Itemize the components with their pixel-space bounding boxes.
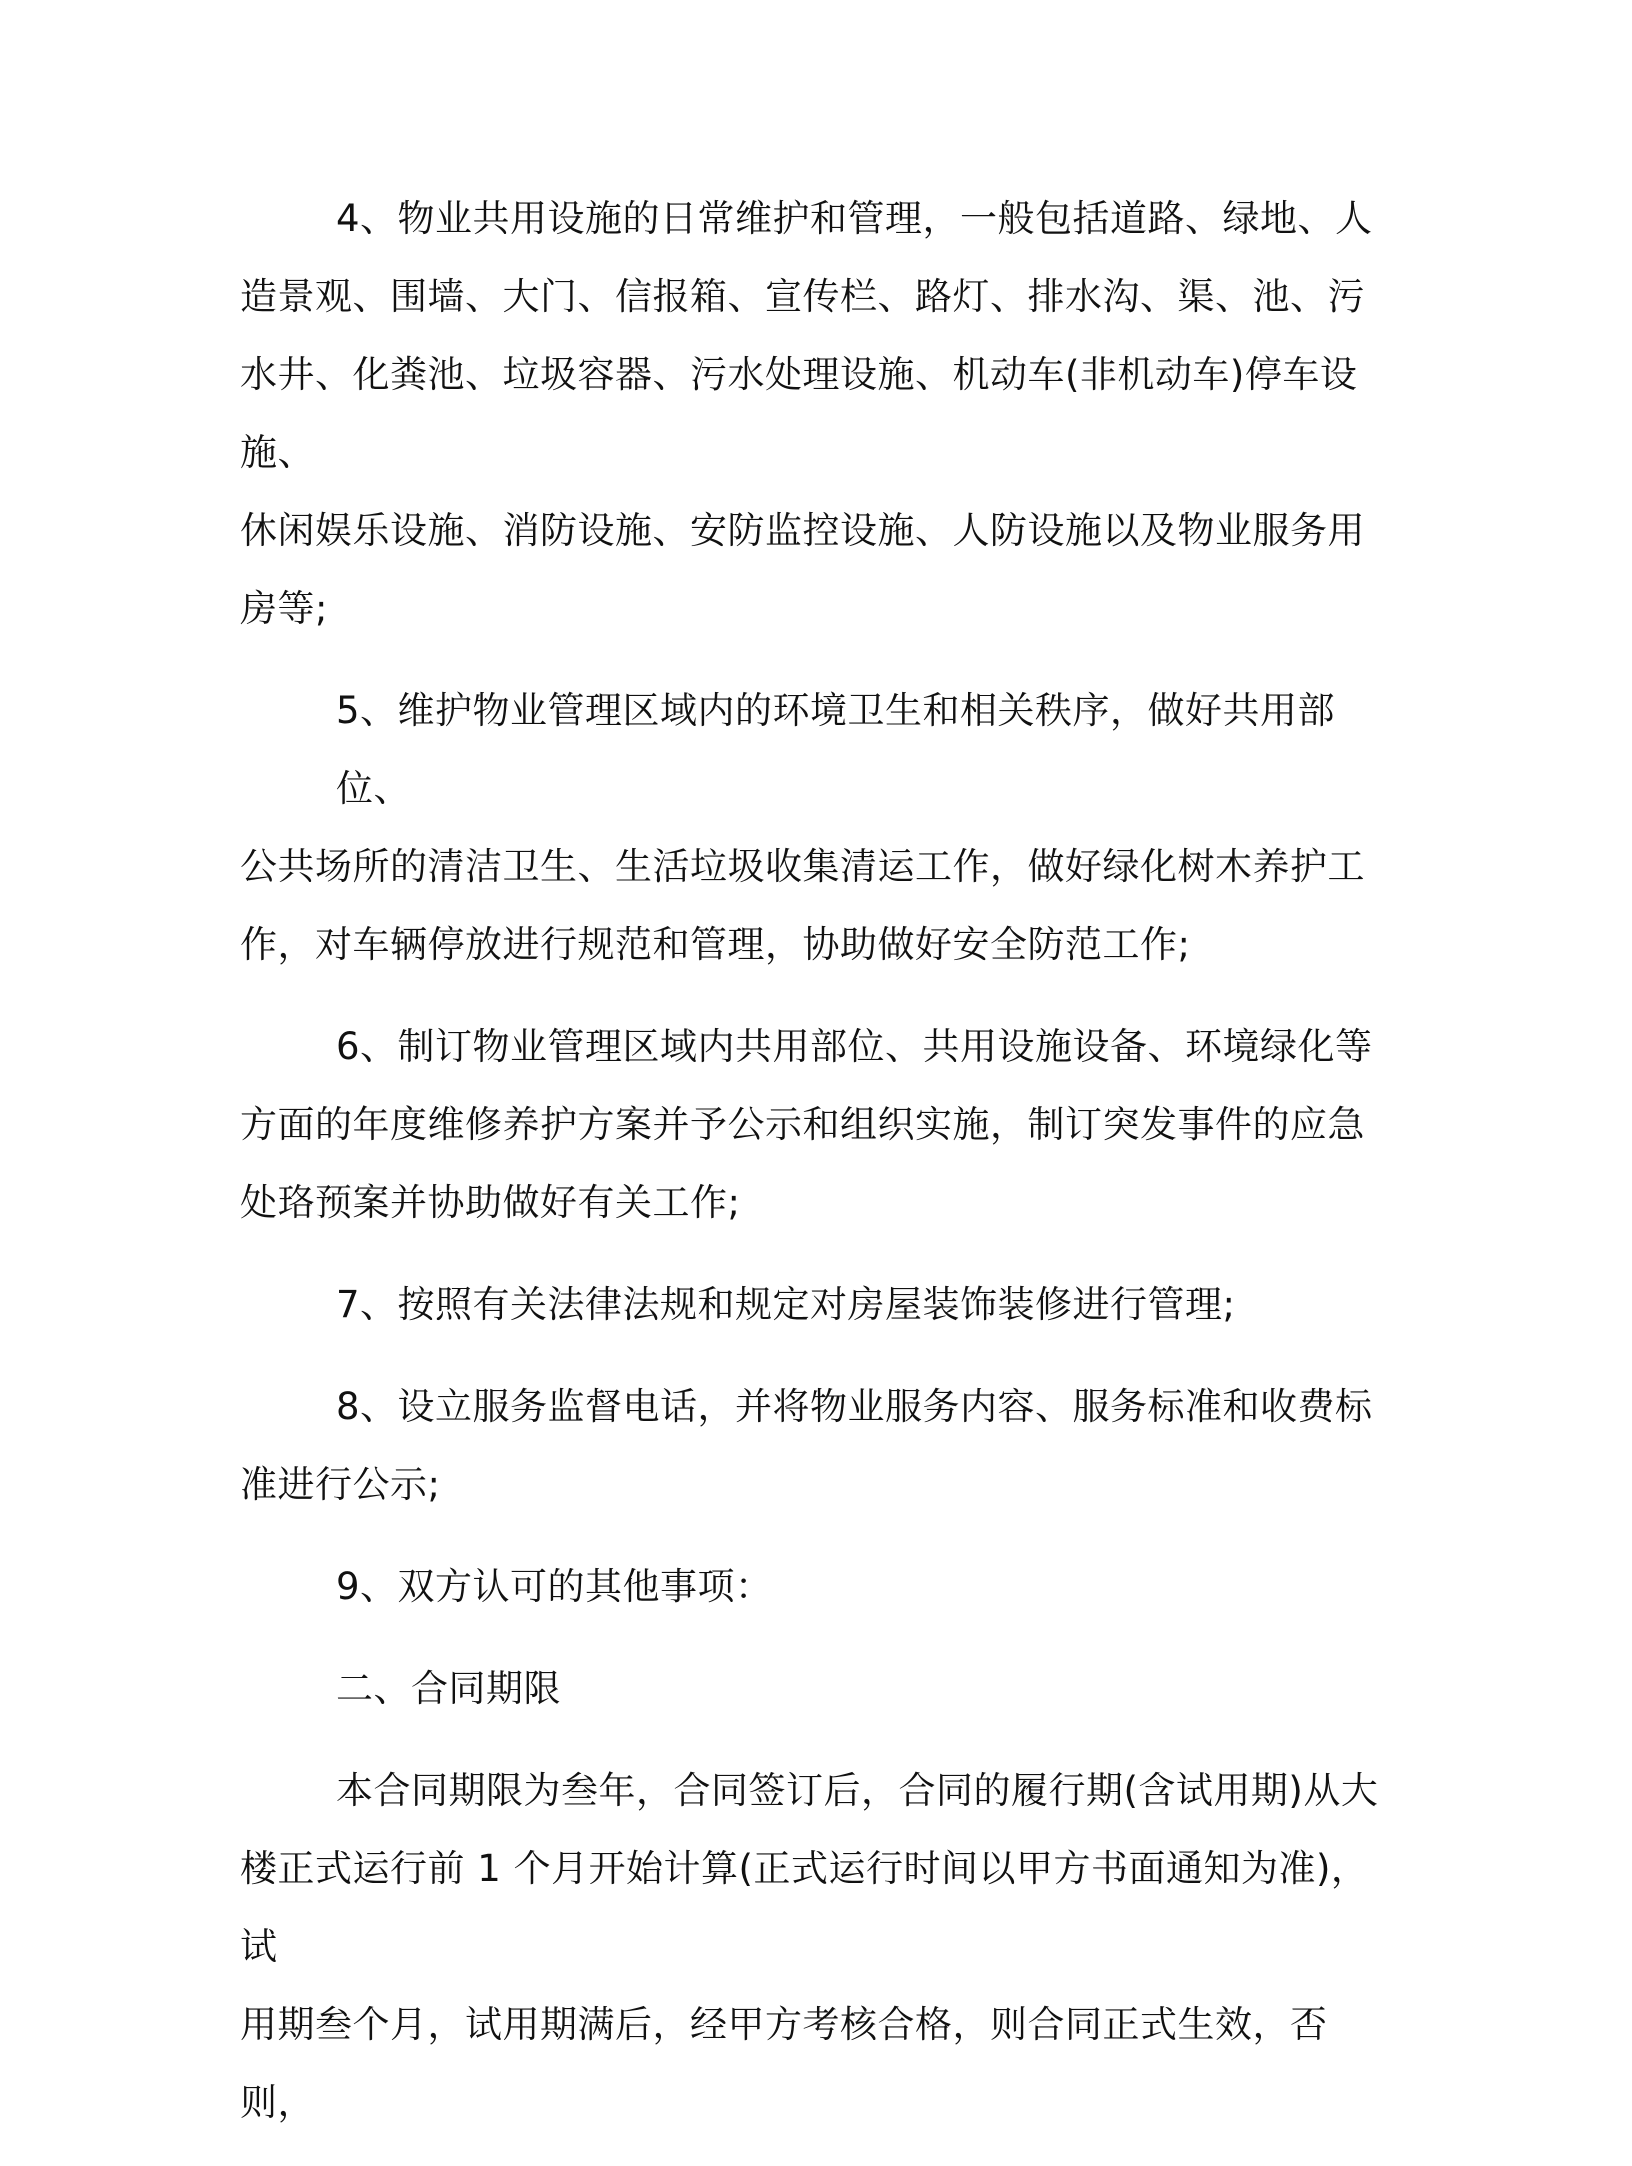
text-line: 房等; (240, 587, 328, 630)
text-line: 5、维护物业管理区域内的环境卫生和相关秩序，做好共用部位、 (336, 689, 1336, 810)
section-heading-contract-term (240, 1650, 1400, 1728)
text-line: 6、制订物业管理区域内共用部位、共用设施设备、环境绿化等 (336, 1025, 1373, 1068)
text-line: 楼正式运行前 1 个月开始计算(正式运行时间以甲方书面通知为准)，试 (240, 1847, 1369, 1968)
text-line: 作，对车辆停放进行规范和管理，协助做好安全防范工作; (240, 923, 1191, 966)
paragraph-item-8 (240, 1368, 1400, 1524)
text-line: 水井、化粪池、垃圾容器、污水处理设施、机动车(非机动车)停车设施、 (240, 353, 1358, 474)
document-body (240, 180, 1400, 2166)
text-line: 处珞预案并协助做好有关工作; (240, 1181, 741, 1224)
text-line: 9、双方认可的其他事项： (336, 1565, 773, 1608)
paragraph-item-7 (240, 1266, 1400, 1344)
text-line: 公共场所的清洁卫生、生活垃圾收集清运工作，做好绿化树木养护工 (240, 845, 1365, 888)
paragraph-item-6 (240, 1008, 1400, 1242)
text-line: 4、物业共用设施的日常维护和管理，一般包括道路、绿地、人 (336, 197, 1373, 240)
text-line: 用期叁个月，试用期满后，经甲方考核合格，则合同正式生效，否则， (240, 2003, 1328, 2124)
text-line: 8、设立服务监督电话，并将物业服务内容、服务标准和收费标 (336, 1385, 1373, 1428)
paragraph-item-5 (240, 672, 1400, 984)
text-line: 造景观、围墙、大门、信报箱、宣传栏、路灯、排水沟、渠、池、污 (240, 275, 1365, 318)
section-heading: 二、合同期限 (336, 1667, 561, 1710)
text-line: 准进行公示; (240, 1463, 441, 1506)
text-line: 本合同期限为叁年，合同签订后，合同的履行期(含试用期)从大 (336, 1769, 1379, 1812)
paragraph-item-4 (240, 180, 1400, 648)
paragraph-item-9 (240, 1548, 1400, 1626)
text-line: 7、按照有关法律法规和规定对房屋装饰装修进行管理; (336, 1283, 1236, 1326)
text-line: 休闲娱乐设施、消防设施、安防监控设施、人防设施以及物业服务用 (240, 509, 1365, 552)
text-line: 方面的年度维修养护方案并予公示和组织实施，制订突发事件的应急 (240, 1103, 1365, 1146)
paragraph-contract-term (240, 1752, 1400, 2142)
